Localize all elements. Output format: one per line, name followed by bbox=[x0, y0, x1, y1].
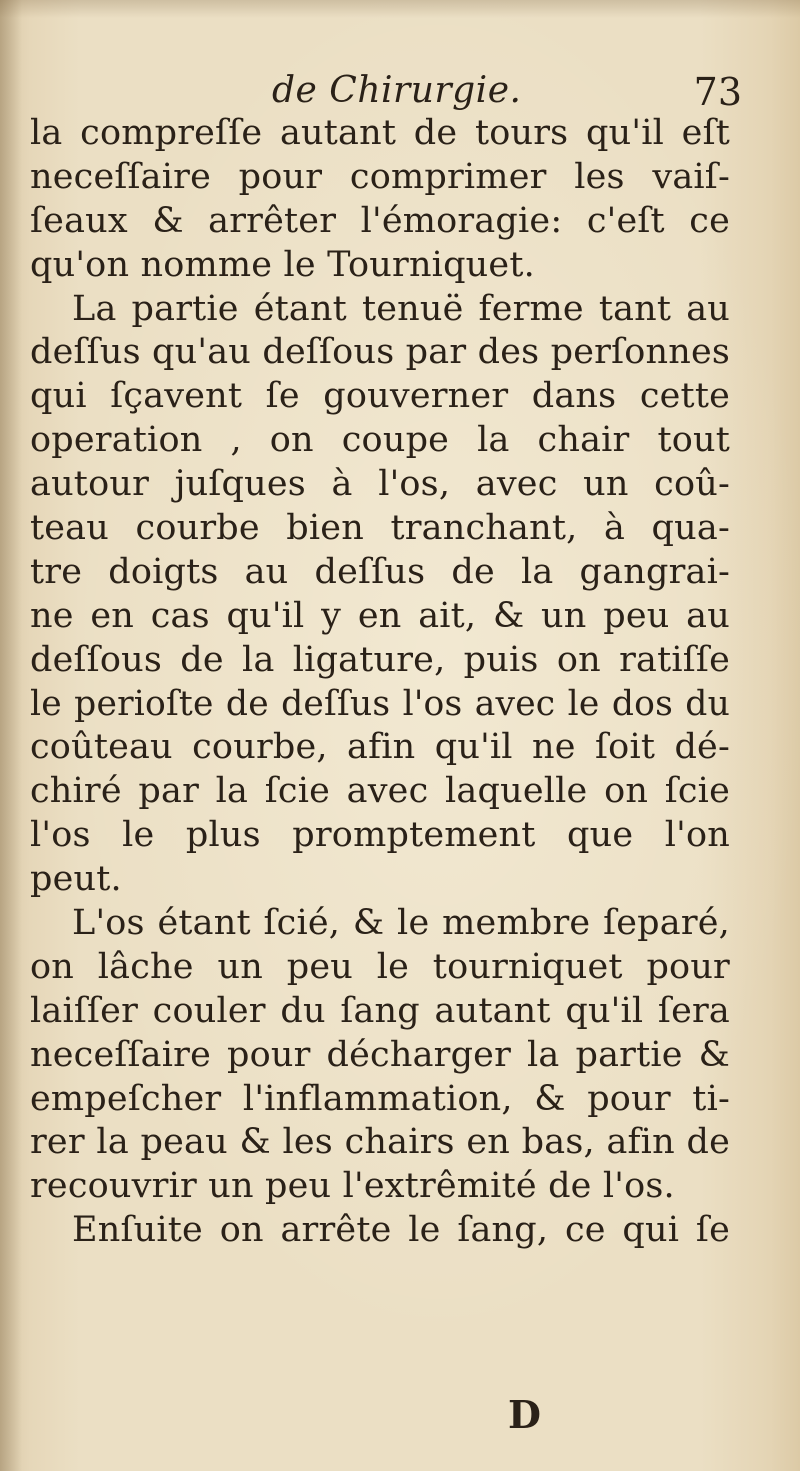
signature-mark: D bbox=[508, 1392, 542, 1437]
page-header bbox=[272, 70, 742, 114]
text-line: le perioſte de deſſus l'os avec le dos du bbox=[30, 683, 730, 724]
text-line: teau courbe bien tranchant, à qua- bbox=[30, 508, 730, 549]
text-line: on lâche un peu le tourniquet pour bbox=[30, 946, 730, 987]
text-line: chiré par la ſcie avec laquelle on ſcie bbox=[30, 771, 730, 812]
text-line: coûteau courbe, afin qu'il ne ſoit dé- bbox=[30, 727, 730, 768]
page-number: 73 bbox=[693, 70, 742, 114]
body-text bbox=[30, 112, 730, 1253]
running-head: de Chirurgie. bbox=[272, 70, 522, 111]
text-line: qui ſçavent ſe gouverner dans cette bbox=[30, 376, 730, 417]
text-line: ſeaux & arrêter l'émoragie: c'eſt ce bbox=[30, 200, 730, 241]
text-line: neceſſaire pour comprimer les vaiſ- bbox=[30, 156, 730, 197]
text-line: qu'on nomme le Tourniquet. bbox=[30, 244, 535, 285]
text-line: recouvrir un peu l'extrêmité de l'os. bbox=[30, 1166, 675, 1207]
text-line: peut. bbox=[30, 859, 122, 900]
text-line: deſſous de la ligature, puis on ratiſſe bbox=[30, 639, 730, 680]
text-line: deſſus qu'au deſſous par des perſonnes bbox=[30, 332, 731, 373]
text-line: neceſſaire pour décharger la partie & bbox=[30, 1034, 730, 1075]
text-line: Enſuite on arrête le ſang, ce qui ſe bbox=[72, 1210, 730, 1251]
text-line: ne en cas qu'il y en ait, & un peu au bbox=[30, 595, 730, 636]
text-line: laiſſer couler du ſang autant qu'il ſera bbox=[30, 990, 730, 1031]
text-line: L'os étant ſcié, & le membre ſeparé, bbox=[72, 903, 730, 944]
text-line: La partie étant tenuë ferme tant au bbox=[72, 288, 730, 329]
text-line: autour juſques à l'os, avec un coû- bbox=[30, 464, 730, 505]
text-line: empeſcher l'inflammation, & pour ti- bbox=[30, 1078, 730, 1119]
text-line: tre doigts au deſſus de la gangrai- bbox=[30, 551, 730, 592]
text-line: la compreſſe autant de tours qu'il eſt bbox=[30, 113, 730, 153]
text-line: l'os le plus promptement que l'on bbox=[30, 815, 730, 856]
text-line: operation , on coupe la chair tout bbox=[30, 420, 730, 461]
text-line: rer la peau & les chairs en bas, afin de bbox=[30, 1122, 730, 1163]
